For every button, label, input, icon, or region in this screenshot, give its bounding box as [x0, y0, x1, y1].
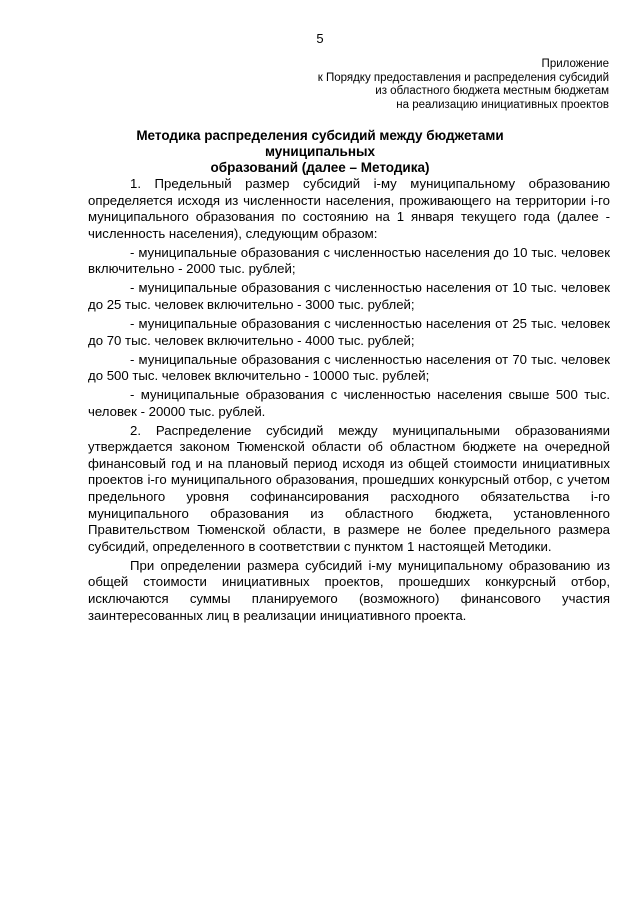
title-line: Методика распределения субсидий между бюджетами муниципальных	[136, 128, 504, 159]
appendix-line: из областного бюджета местным бюджетам	[375, 85, 609, 97]
appendix-line: на реализацию инициативных проектов	[396, 98, 609, 111]
document-title	[80, 128, 560, 176]
list-item: - муниципальные образования с численностью населения от 25 тыс. человек до 70 тыс. человек включительно - 4000 тыс. рублей;	[88, 315, 610, 348]
paragraph-3: При определении размера субсидий i-му муниципальному образованию из общей стоимости инициативных проектов, прошедших конкурсный отбор, исключаются суммы планируемого (возможного) финансового участия заинтересованных лиц в реализации инициативного проекта.	[88, 557, 610, 623]
list-item: - муниципальные образования с численностью населения от 10 тыс. человек до 25 тыс. человек включительно - 3000 тыс. рублей;	[88, 280, 610, 312]
appendix-line: Приложение	[541, 58, 609, 70]
list-item: - муниципальные образования с численностью населения от 70 тыс. человек до 500 тыс. человек включительно - 10000 тыс. рублей;	[88, 351, 610, 384]
paragraph-1: 1. Предельный размер субсидий i-му муниципальному образованию определяется исходя из численности населения, проживающего на территории i-го муниципального образования по состоянию на 1 января текущего года (далее - численность населения), следующим образом:	[88, 176, 610, 241]
appendix-header	[209, 58, 609, 112]
appendix-line: к Порядку предоставления и распределения субсидий	[317, 71, 609, 84]
page-number: 5	[316, 31, 324, 46]
list-item: - муниципальные образования с численностью населения свыше 500 тыс. человек - 20000 тыс. рублей.	[88, 387, 610, 419]
document-body	[88, 176, 610, 627]
paragraph-2: 2. Распределение субсидий между муниципальными образованиями утверждается законом Тюменской области об областном бюджете на очередной финансовый год и на плановый период исходя из общей стоимости инициативных проектов i-го муниципального образования, прошедших конкурсный отбор, с учетом предельного уровня софинансирования расходного обязательства i-го муниципального образования из областного бюджета, установленного Правительством Тюменской области, в размере не более предельного размера субсидий, определенного в соответствии с пунктом 1 настоящей Методики.	[88, 422, 610, 554]
list-item: - муниципальные образования с численностью населения до 10 тыс. человек включительно - 2000 тыс. рублей;	[88, 244, 610, 277]
title-line: образований (далее – Методика)	[210, 160, 430, 175]
